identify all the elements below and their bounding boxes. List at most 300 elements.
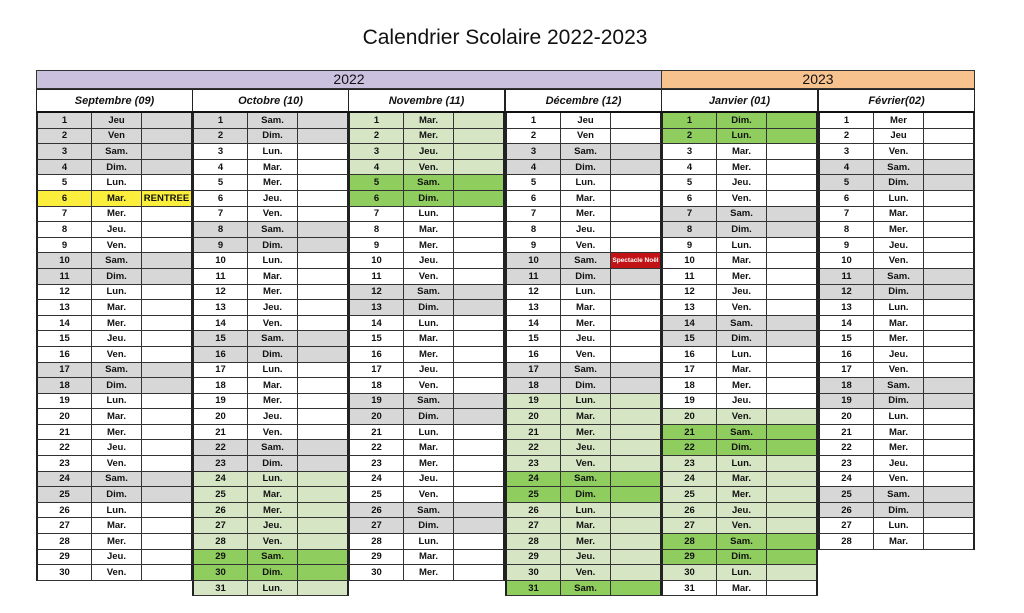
- day-name: Dim.: [92, 487, 142, 502]
- day-row: [661, 175, 818, 191]
- day-number: 6: [38, 191, 92, 206]
- day-row: [818, 175, 975, 191]
- note-cell: [298, 175, 347, 190]
- day-name: Lun.: [717, 129, 767, 144]
- note-cell: [142, 238, 191, 253]
- day-name: Ven.: [561, 347, 611, 362]
- note-cell: [767, 175, 816, 190]
- day-row: [192, 285, 349, 301]
- day-number: 29: [350, 550, 404, 565]
- day-number: 18: [820, 378, 874, 393]
- note-cell: [142, 285, 191, 300]
- note-cell: [767, 550, 816, 565]
- note-cell: [611, 518, 660, 533]
- day-name: Lun.: [404, 425, 454, 440]
- note-cell: [142, 222, 191, 237]
- note-cell: [767, 331, 816, 346]
- day-number: 23: [194, 456, 248, 471]
- note-cell: [924, 440, 973, 455]
- day-number: 13: [663, 300, 717, 315]
- day-number: 18: [38, 378, 92, 393]
- day-name: Jeu.: [874, 238, 924, 253]
- note-cell: [298, 222, 347, 237]
- day-name: Mar.: [717, 144, 767, 159]
- day-row: [348, 409, 505, 425]
- day-name: Mer.: [92, 207, 142, 222]
- day-name: Mar.: [717, 253, 767, 268]
- day-name: Jeu.: [561, 440, 611, 455]
- day-name: Ven.: [717, 191, 767, 206]
- day-name: Ven.: [874, 144, 924, 159]
- day-number: 4: [507, 160, 561, 175]
- day-row: [505, 440, 662, 456]
- day-number: 26: [38, 503, 92, 518]
- day-name: Dim.: [248, 238, 298, 253]
- note-cell: [924, 363, 973, 378]
- day-number: 23: [820, 456, 874, 471]
- day-number: 18: [194, 378, 248, 393]
- day-name: Jeu.: [561, 550, 611, 565]
- note-cell: [298, 550, 347, 565]
- day-row: [818, 316, 975, 332]
- day-row: [192, 207, 349, 223]
- day-number: 28: [663, 534, 717, 549]
- day-number: 27: [507, 518, 561, 533]
- day-row: [661, 144, 818, 160]
- day-number: 19: [350, 394, 404, 409]
- day-number: 31: [663, 581, 717, 596]
- day-name: Ven.: [404, 378, 454, 393]
- day-row: [661, 550, 818, 566]
- note-cell: [924, 191, 973, 206]
- day-row: [505, 363, 662, 379]
- note-cell: [298, 347, 347, 362]
- day-name: Dim.: [717, 440, 767, 455]
- day-row: [818, 144, 975, 160]
- month-header: Novembre (11): [348, 89, 505, 113]
- note-cell: [611, 285, 660, 300]
- day-number: 1: [820, 113, 874, 128]
- day-number: 8: [663, 222, 717, 237]
- note-cell: [298, 285, 347, 300]
- day-row: [192, 378, 349, 394]
- day-row: [661, 285, 818, 301]
- day-number: 12: [350, 285, 404, 300]
- day-row: [192, 363, 349, 379]
- day-row: [505, 581, 662, 597]
- day-row: [505, 253, 662, 269]
- day-number: 20: [350, 409, 404, 424]
- day-name: Jeu: [874, 129, 924, 144]
- note-cell: [298, 191, 347, 206]
- day-number: 14: [663, 316, 717, 331]
- note-cell: [611, 331, 660, 346]
- day-name: Mar.: [92, 300, 142, 315]
- note-cell: [454, 347, 503, 362]
- day-row: [192, 129, 349, 145]
- month-column: [36, 89, 193, 581]
- day-row: [36, 363, 193, 379]
- day-number: 29: [507, 550, 561, 565]
- day-number: 23: [507, 456, 561, 471]
- day-number: 7: [350, 207, 404, 222]
- day-name: Lun.: [561, 503, 611, 518]
- note-cell: [142, 425, 191, 440]
- note-cell: [298, 144, 347, 159]
- day-row: [818, 113, 975, 129]
- day-row: [36, 503, 193, 519]
- day-row: [192, 550, 349, 566]
- day-name: Mer.: [92, 316, 142, 331]
- day-name: Mar.: [561, 191, 611, 206]
- note-cell: [454, 456, 503, 471]
- day-number: 4: [194, 160, 248, 175]
- day-number: 19: [663, 394, 717, 409]
- day-row: [36, 394, 193, 410]
- note-cell: [767, 238, 816, 253]
- note-cell: [611, 378, 660, 393]
- note-cell: [611, 394, 660, 409]
- note-cell: [454, 363, 503, 378]
- day-row: [192, 472, 349, 488]
- note-cell: [611, 550, 660, 565]
- day-number: 12: [38, 285, 92, 300]
- day-row: [505, 347, 662, 363]
- day-name: Sam.: [874, 378, 924, 393]
- note-cell: [611, 269, 660, 284]
- note-cell: [924, 518, 973, 533]
- day-row: [505, 175, 662, 191]
- day-row: [36, 331, 193, 347]
- note-cell: [454, 409, 503, 424]
- day-name: Sam.: [92, 363, 142, 378]
- day-name: Sam.: [561, 363, 611, 378]
- day-name: Ven.: [874, 363, 924, 378]
- day-row: [348, 378, 505, 394]
- note-cell: [767, 518, 816, 533]
- day-number: 23: [663, 456, 717, 471]
- day-name: Ven.: [717, 518, 767, 533]
- day-number: 15: [663, 331, 717, 346]
- day-number: 9: [38, 238, 92, 253]
- day-row: [348, 347, 505, 363]
- day-row: [661, 565, 818, 581]
- day-number: 9: [820, 238, 874, 253]
- day-number: 15: [507, 331, 561, 346]
- day-row: [505, 331, 662, 347]
- note-cell: [767, 113, 816, 128]
- day-name: Mar.: [404, 440, 454, 455]
- day-row: [36, 160, 193, 176]
- day-number: 6: [507, 191, 561, 206]
- note-cell: [767, 472, 816, 487]
- day-name: Dim.: [404, 191, 454, 206]
- day-row: [36, 144, 193, 160]
- day-name: Jeu: [92, 113, 142, 128]
- day-number: 3: [350, 144, 404, 159]
- day-row: [505, 456, 662, 472]
- day-row: [505, 394, 662, 410]
- day-name: Sam.: [874, 269, 924, 284]
- day-row: [505, 207, 662, 223]
- day-name: Jeu.: [92, 550, 142, 565]
- day-row: [348, 534, 505, 550]
- day-name: Sam.: [92, 253, 142, 268]
- day-name: Ven.: [92, 347, 142, 362]
- day-row: [348, 550, 505, 566]
- note-cell: [611, 144, 660, 159]
- day-name: Mer.: [248, 503, 298, 518]
- day-row: [661, 331, 818, 347]
- day-row: [661, 425, 818, 441]
- day-number: 27: [663, 518, 717, 533]
- day-row: [505, 472, 662, 488]
- day-row: [348, 456, 505, 472]
- day-number: 21: [194, 425, 248, 440]
- day-number: 5: [507, 175, 561, 190]
- day-row: [505, 550, 662, 566]
- day-row: [348, 253, 505, 269]
- day-name: Lun.: [248, 472, 298, 487]
- note-cell: [298, 565, 347, 580]
- day-number: 7: [38, 207, 92, 222]
- note-cell: [767, 440, 816, 455]
- note-cell: [611, 300, 660, 315]
- day-number: 9: [663, 238, 717, 253]
- day-row: [818, 378, 975, 394]
- day-number: 21: [820, 425, 874, 440]
- note-cell: [767, 160, 816, 175]
- day-row: [661, 363, 818, 379]
- note-cell: [142, 534, 191, 549]
- note-cell: [454, 238, 503, 253]
- day-row: [348, 160, 505, 176]
- month-column: [661, 89, 818, 596]
- day-name: Sam.: [561, 144, 611, 159]
- day-number: 17: [194, 363, 248, 378]
- day-number: 12: [507, 285, 561, 300]
- day-number: 8: [507, 222, 561, 237]
- day-number: 17: [507, 363, 561, 378]
- day-name: Sam.: [717, 425, 767, 440]
- note-cell: [611, 347, 660, 362]
- day-name: Sam.: [92, 472, 142, 487]
- day-row: [661, 222, 818, 238]
- day-number: 21: [350, 425, 404, 440]
- note-cell: [142, 300, 191, 315]
- note-cell: [298, 409, 347, 424]
- day-number: 25: [38, 487, 92, 502]
- day-row: [36, 550, 193, 566]
- day-number: 4: [663, 160, 717, 175]
- day-name: Mar.: [874, 316, 924, 331]
- note-cell: [298, 363, 347, 378]
- day-row: [818, 347, 975, 363]
- day-number: 16: [350, 347, 404, 362]
- day-row: [36, 409, 193, 425]
- day-name: Jeu.: [92, 222, 142, 237]
- note-cell: [767, 300, 816, 315]
- day-name: Lun.: [874, 300, 924, 315]
- day-number: 5: [38, 175, 92, 190]
- day-number: 2: [507, 129, 561, 144]
- day-row: [505, 191, 662, 207]
- day-number: 18: [350, 378, 404, 393]
- day-number: 6: [194, 191, 248, 206]
- day-number: 27: [194, 518, 248, 533]
- day-number: 22: [350, 440, 404, 455]
- note-cell: [924, 347, 973, 362]
- day-name: Mer.: [561, 316, 611, 331]
- day-name: Sam.: [717, 207, 767, 222]
- day-name: Mar.: [561, 409, 611, 424]
- day-row: [505, 222, 662, 238]
- day-number: 15: [38, 331, 92, 346]
- month-header: Décembre (12): [505, 89, 662, 113]
- month-header: Octobre (10): [192, 89, 349, 113]
- day-row: [818, 300, 975, 316]
- day-row: [661, 518, 818, 534]
- note-cell: [142, 316, 191, 331]
- day-number: 17: [663, 363, 717, 378]
- day-number: 16: [507, 347, 561, 362]
- day-name: Mar.: [561, 300, 611, 315]
- day-number: 21: [507, 425, 561, 440]
- day-row: [818, 253, 975, 269]
- day-name: Dim.: [561, 160, 611, 175]
- day-name: Ven.: [248, 316, 298, 331]
- day-row: [505, 316, 662, 332]
- day-name: Dim.: [248, 129, 298, 144]
- day-name: Lun.: [561, 285, 611, 300]
- day-name: Jeu: [561, 113, 611, 128]
- day-name: Ven.: [717, 409, 767, 424]
- note-cell: [298, 316, 347, 331]
- day-name: Jeu.: [874, 456, 924, 471]
- day-row: [192, 456, 349, 472]
- day-number: 6: [820, 191, 874, 206]
- note-cell: [611, 238, 660, 253]
- day-row: [192, 191, 349, 207]
- day-row: [348, 175, 505, 191]
- day-row: [661, 534, 818, 550]
- day-number: 11: [38, 269, 92, 284]
- day-name: Mar.: [717, 363, 767, 378]
- day-number: 17: [38, 363, 92, 378]
- day-name: Sam.: [717, 534, 767, 549]
- day-row: [192, 409, 349, 425]
- note-cell: [298, 253, 347, 268]
- day-number: 26: [820, 503, 874, 518]
- day-row: [192, 113, 349, 129]
- day-number: 19: [194, 394, 248, 409]
- day-row: [661, 300, 818, 316]
- day-row: [661, 503, 818, 519]
- day-number: 29: [663, 550, 717, 565]
- day-row: [36, 191, 193, 207]
- note-cell: [924, 316, 973, 331]
- note-cell: [924, 238, 973, 253]
- day-row: [818, 331, 975, 347]
- day-number: 5: [663, 175, 717, 190]
- day-name: Lun.: [92, 175, 142, 190]
- note-cell: [454, 300, 503, 315]
- note-cell: [924, 285, 973, 300]
- day-row: [661, 207, 818, 223]
- note-cell: [142, 550, 191, 565]
- day-number: 26: [663, 503, 717, 518]
- day-name: Mer.: [561, 207, 611, 222]
- note-cell: [454, 191, 503, 206]
- day-name: Mer.: [404, 347, 454, 362]
- note-cell: [454, 534, 503, 549]
- note-cell: [298, 238, 347, 253]
- day-number: 4: [820, 160, 874, 175]
- day-name: Dim.: [92, 378, 142, 393]
- day-row: [505, 487, 662, 503]
- day-name: Mer.: [874, 222, 924, 237]
- day-name: Mer.: [404, 565, 454, 580]
- day-name: Lun.: [92, 285, 142, 300]
- year-2023-band: 2023: [661, 70, 975, 89]
- day-row: [505, 534, 662, 550]
- day-name: Jeu.: [92, 331, 142, 346]
- day-name: Mar.: [404, 331, 454, 346]
- day-number: 15: [194, 331, 248, 346]
- day-name: Dim.: [92, 269, 142, 284]
- day-number: 1: [350, 113, 404, 128]
- day-name: Lun.: [92, 394, 142, 409]
- day-name: Mer.: [561, 425, 611, 440]
- day-row: [505, 160, 662, 176]
- day-row: [661, 347, 818, 363]
- day-row: [36, 456, 193, 472]
- day-row: [348, 363, 505, 379]
- day-name: Dim.: [717, 222, 767, 237]
- note-cell: [611, 222, 660, 237]
- note-cell: [454, 487, 503, 502]
- note-cell: [611, 534, 660, 549]
- day-name: Ven.: [92, 238, 142, 253]
- month-header: Février(02): [818, 89, 975, 113]
- day-row: [192, 253, 349, 269]
- note-cell: [924, 394, 973, 409]
- day-number: 6: [663, 191, 717, 206]
- day-name: Lun.: [404, 534, 454, 549]
- day-row: [36, 207, 193, 223]
- day-number: 8: [38, 222, 92, 237]
- day-name: Mar.: [248, 487, 298, 502]
- note-cell: [142, 144, 191, 159]
- day-row: [192, 144, 349, 160]
- day-name: Mar.: [717, 581, 767, 596]
- day-number: 27: [820, 518, 874, 533]
- day-row: [348, 472, 505, 488]
- note-cell: [611, 191, 660, 206]
- note-cell: [924, 175, 973, 190]
- note-cell: [924, 269, 973, 284]
- day-name: Ven.: [561, 456, 611, 471]
- day-row: [36, 347, 193, 363]
- day-row: [661, 581, 818, 597]
- day-row: [661, 253, 818, 269]
- day-name: Sam.: [561, 472, 611, 487]
- day-name: Lun.: [561, 394, 611, 409]
- note-cell: [767, 456, 816, 471]
- day-number: 30: [38, 565, 92, 580]
- note-cell: [454, 285, 503, 300]
- day-row: [818, 238, 975, 254]
